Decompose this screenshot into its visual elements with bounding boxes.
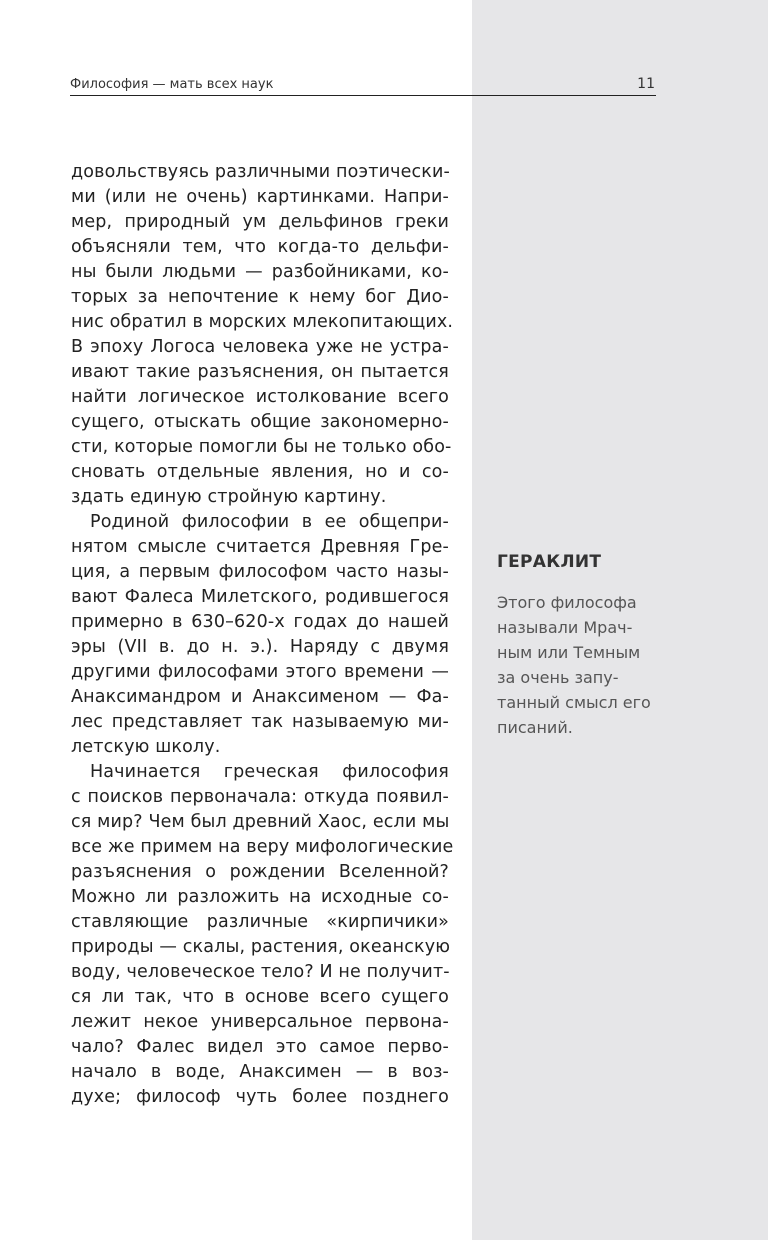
side-note-line: ным или Темным (497, 643, 641, 662)
text-line: сновать отдельные явления, но и со- (71, 462, 449, 482)
text-line: сущего, отыскать общие закономерно- (71, 412, 449, 432)
text-line: нятом смысле считается Древняя Гре- (71, 537, 449, 557)
text-line: Начинается греческая философия (90, 762, 449, 782)
text-line: Родиной философии в ее общепри- (90, 512, 449, 532)
side-note-line: писаний. (497, 718, 573, 737)
text-line: разъяснения о рождении Вселенной? (71, 862, 449, 882)
text-line: лес представляет так называемую ми- (71, 712, 449, 732)
text-line: мер, природный ум дельфинов греки (71, 212, 449, 232)
text-line: эры (VII в. до н. э.). Наряду с двумя (71, 637, 449, 657)
text-line: чало? Фалес видел это самое перво- (71, 1037, 449, 1057)
text-line: В эпоху Логоса человека уже не устра- (71, 337, 449, 357)
text-line: ся ли так, что в основе всего сущего (71, 987, 449, 1007)
text-line: примерно в 630–620-х годах до нашей (71, 612, 449, 632)
text-line: вают Фалеса Милетского, родившегося (71, 587, 449, 607)
text-line: найти логическое истолкование всего (71, 387, 449, 407)
text-line: сти, которые помогли бы не только обо- (71, 437, 452, 457)
text-line: с поисков первоначала: откуда появил- (71, 787, 449, 807)
side-note-text (497, 590, 667, 740)
text-line: довольствуясь различными поэтически- (71, 162, 450, 182)
side-note (497, 550, 667, 740)
main-text-column (71, 160, 454, 1110)
text-line: лежит некое универсальное первона- (71, 1012, 449, 1032)
text-line: Можно ли разложить на исходные со- (71, 887, 449, 907)
text-line: природы — скалы, растения, океанскую (71, 937, 451, 957)
text-line: начало в воде, Анаксимен — в воз- (71, 1062, 449, 1082)
side-note-title: ГЕРАКЛИТ (497, 552, 602, 572)
text-line: ставляющие различные «кирпичики» (71, 912, 449, 932)
side-note-line: Этого философа (497, 593, 637, 612)
text-line: ми (или не очень) картинками. Напри- (71, 187, 449, 207)
text-line: ивают такие разъяснения, он пытается (71, 362, 449, 382)
text-line: Анаксимандром и Анаксименом — Фа- (71, 687, 449, 707)
text-line: другими философами этого времени — (71, 662, 449, 682)
text-line: здать единую стройную картину. (71, 487, 387, 507)
page-number: 11 (637, 76, 655, 92)
side-note-line: называли Мрач- (497, 618, 633, 637)
side-note-line: танный смысл его (497, 693, 651, 712)
text-line: ны были людьми — разбойниками, ко- (71, 262, 449, 282)
text-line: нис обратил в морских млекопитающих. (71, 312, 454, 332)
text-line: все же примем на веру мифологические (71, 837, 454, 857)
text-line: объясняли тем, что когда-то дельфи- (71, 237, 449, 257)
running-head (70, 77, 656, 96)
side-note-line: за очень запу- (497, 668, 619, 687)
text-line: ция, а первым философом часто назы- (71, 562, 449, 582)
text-line: ся мир? Чем был древний Хаос, если мы (71, 812, 450, 832)
text-line: духе; философ чуть более позднего (71, 1087, 449, 1107)
text-line: летскую школу. (71, 737, 221, 757)
text-line: воду, человеческое тело? И не получит- (71, 962, 450, 982)
running-head-title: Философия — мать всех наук (70, 77, 274, 92)
text-line: торых за непочтение к нему бог Дио- (71, 287, 449, 307)
